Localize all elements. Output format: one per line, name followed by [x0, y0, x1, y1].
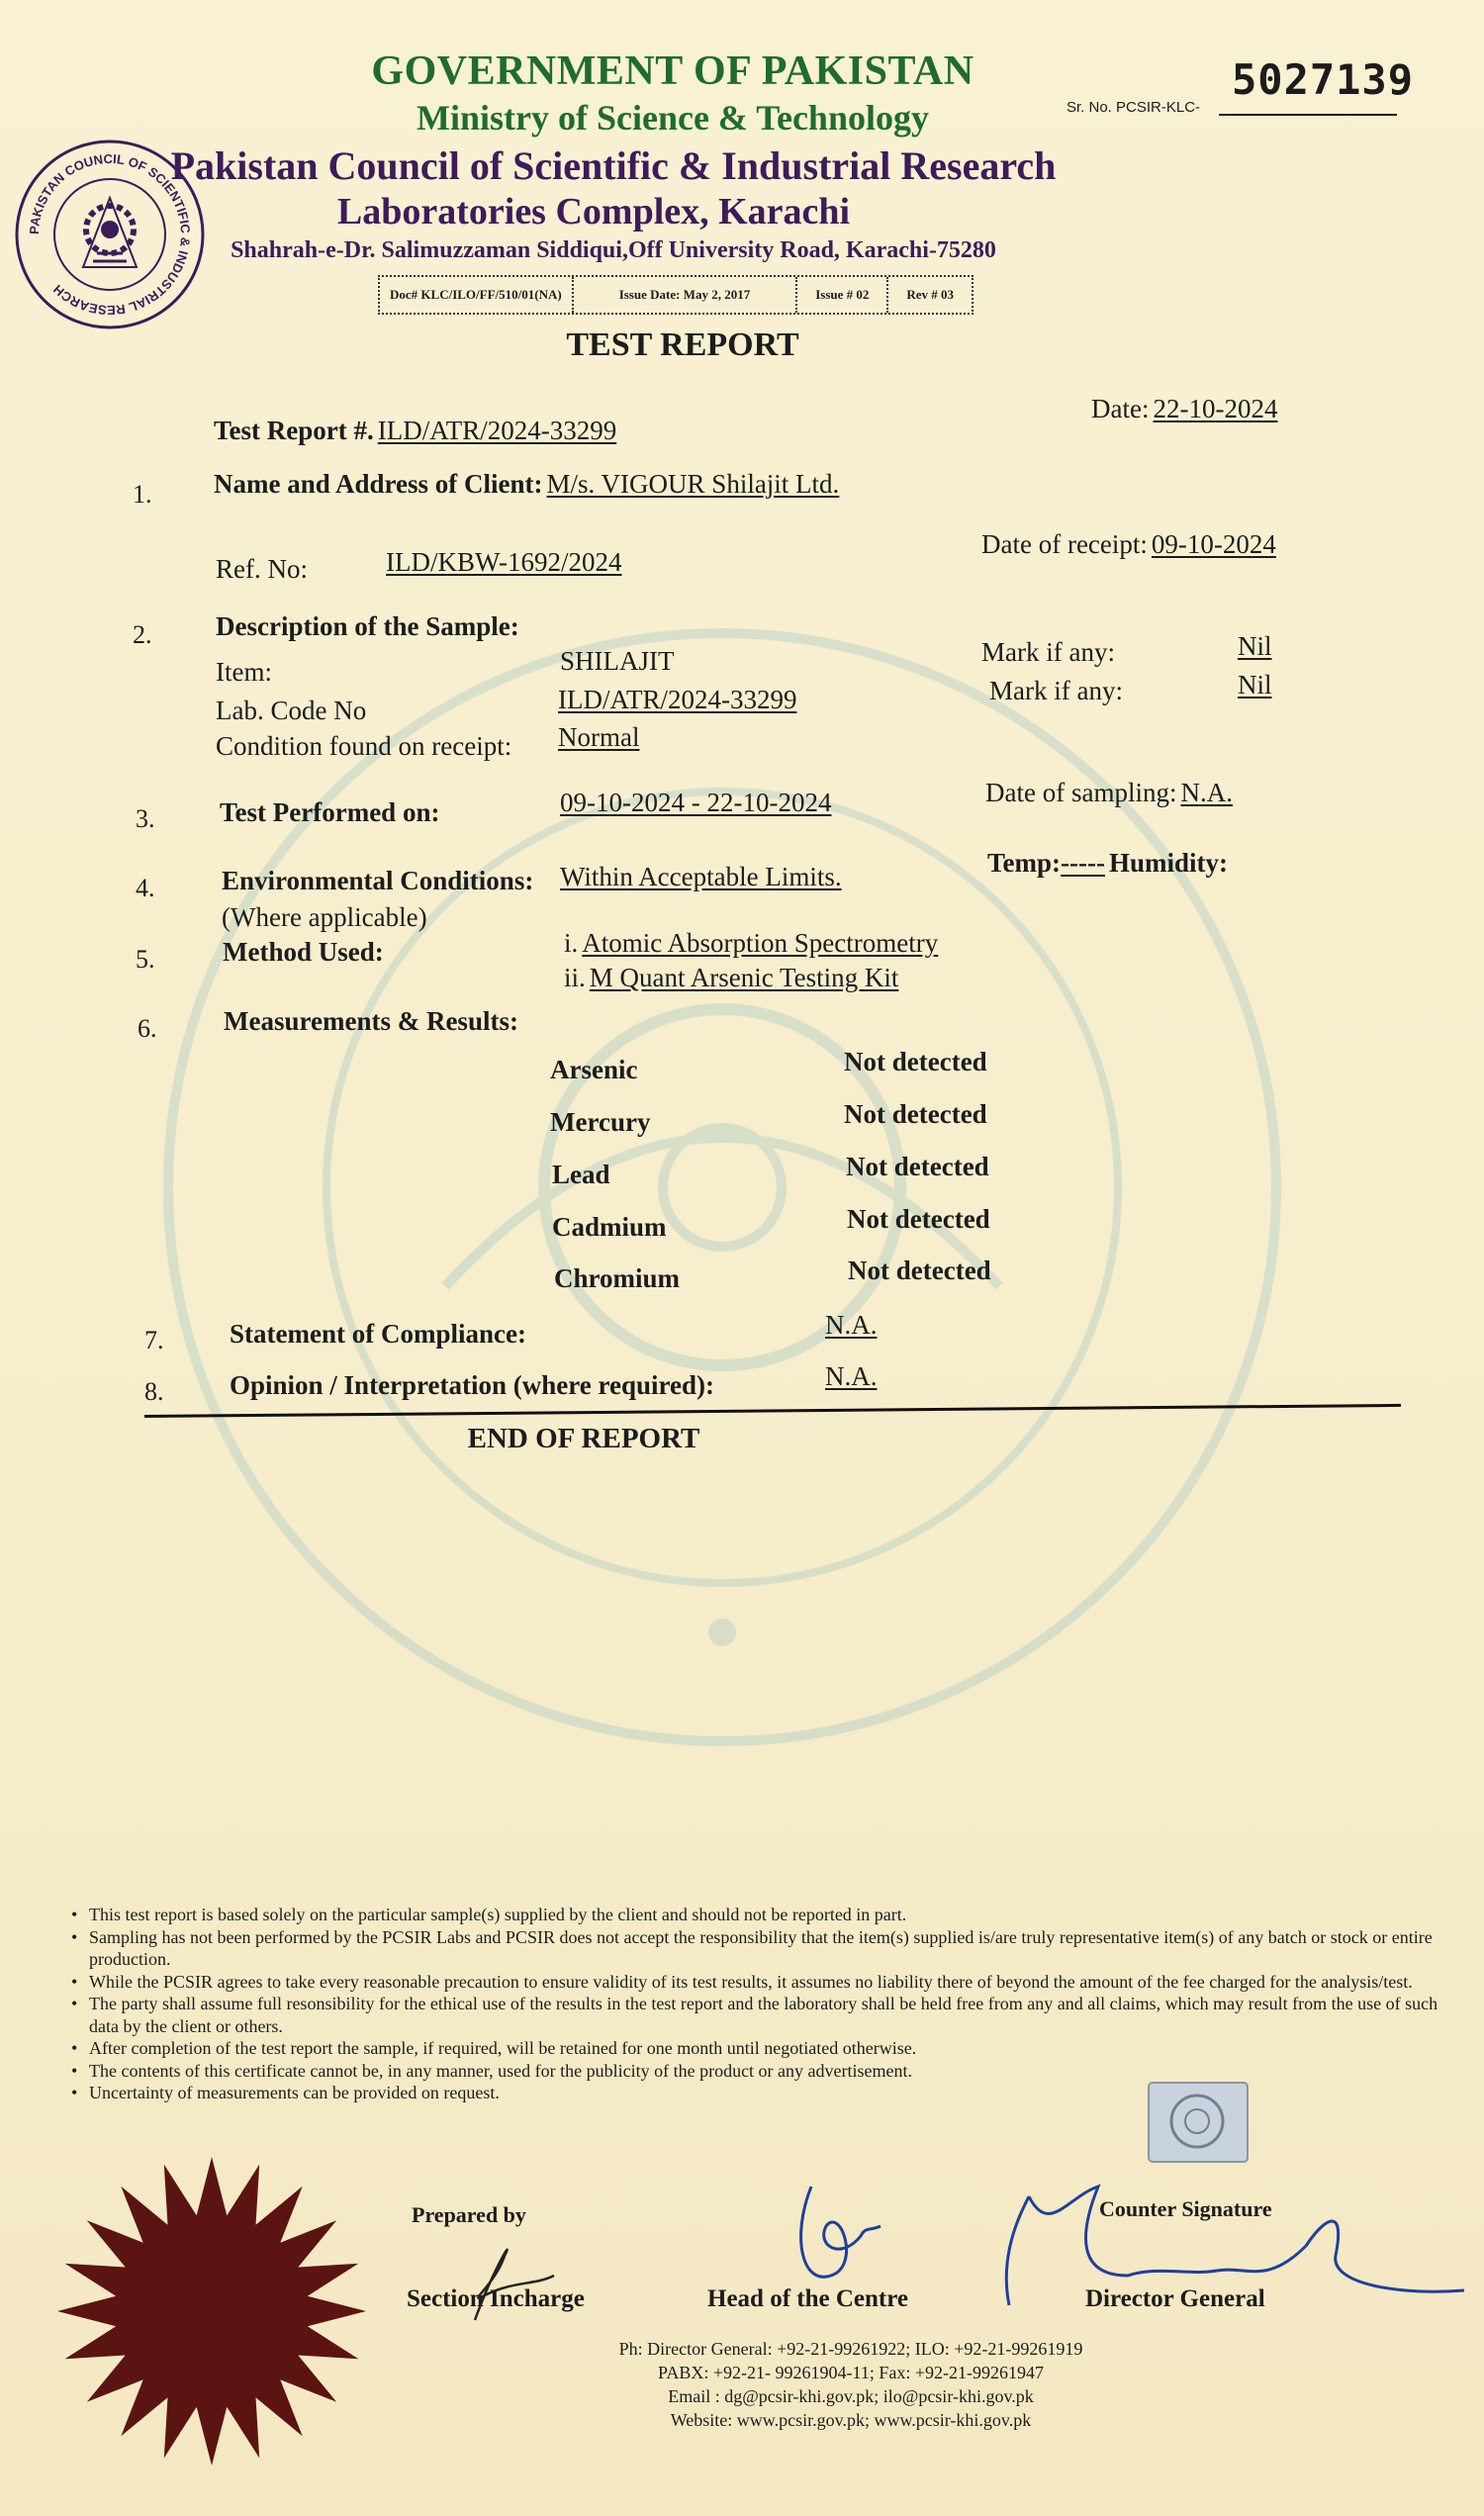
mark-value: Nil — [1238, 631, 1272, 661]
opinion-label: Opinion / Interpretation (where required): — [230, 1370, 714, 1400]
document-control-box — [378, 275, 974, 315]
method-1-value: Atomic Absorption Spectrometry — [582, 928, 939, 958]
sampling-label: Date of sampling: — [985, 778, 1177, 807]
temp-humidity-row — [987, 848, 1228, 879]
note-text: The party shall assume full resonsibility for the ethical use of the results in the test report and the laboratory shall be held free from any and all claims, which may result from the use of such data by the client or others. — [89, 1994, 1438, 2036]
receipt-date: 09-10-2024 — [1151, 529, 1276, 559]
note-item: • After completion of the test report the sample, if required, will be retained for one month until negotiated otherwise. — [71, 2038, 917, 2058]
note-item: • Sampling has not been performed by the PCSIR Labs and PCSIR does not accept the responsibility that the item(s) supplied is/are truly representative item(s) of any batch or stock or entire production. — [71, 1926, 1456, 1971]
result-value: Not detected — [844, 1099, 987, 1129]
compliance-label: Statement of Compliance: — [230, 1319, 526, 1349]
lab-name: Laboratories Complex, Karachi — [336, 191, 851, 233]
section-number: 5. — [136, 945, 155, 974]
result-value: Not detected — [848, 1256, 991, 1285]
test-performed-label: Test Performed on: — [220, 797, 440, 827]
report-number-label: Test Report #. — [214, 416, 374, 445]
receipt-label: Date of receipt: — [981, 529, 1148, 559]
client-name: M/s. VIGOUR Shilajit Ltd. — [546, 469, 840, 499]
doc-number: Doc# KLC/ILO/FF/510/01(NA) — [380, 277, 574, 313]
mark-label: Mark if any: — [989, 676, 1123, 705]
note-item: • The contents of this certificate cannot be, in any manner, used for the publicity of the product or any advertisement. — [71, 2060, 912, 2081]
result-value: Not detected — [846, 1152, 989, 1181]
seal-text: PAKISTAN COUNCIL OF SCIENTIFIC & INDUSTRIAL RESEARCH — [26, 150, 194, 319]
serial-underline — [1219, 114, 1397, 116]
ministry-title: Ministry of Science & Technology — [417, 98, 929, 138]
note-item: • Uncertainty of measurements can be provided on request. — [71, 2083, 500, 2102]
section-incharge-label: Section Incharge — [407, 2285, 585, 2312]
contact-email: Email : dg@pcsir-khi.gov.pk; ilo@pcsir-khi.gov.pk — [668, 2386, 1034, 2406]
method-2-prefix: ii. — [564, 963, 586, 992]
note-item: • While the PCSIR agrees to take every reasonable precaution to ensure validity of its test results, it assumes no liability there of beyond the amount of the fee charged for the analysis/test. — [71, 1971, 1413, 1992]
section-number: 3. — [136, 804, 155, 833]
prepared-by-label: Prepared by — [412, 2202, 526, 2227]
client-label: Name and Address of Client: — [214, 469, 543, 499]
council-name: Pakistan Council of Scientific & Industrial Research — [170, 143, 1057, 188]
report-date-row — [1091, 394, 1277, 424]
note-text: Uncertainty of measurements can be provided on request. — [89, 2083, 500, 2102]
hologram-sticker — [1148, 2082, 1249, 2163]
end-of-report: END OF REPORT — [467, 1423, 700, 1454]
report-number: ILD/ATR/2024-33299 — [377, 416, 617, 445]
contact-phone: Ph: Director General: +92-21-99261922; ILO: +92-21-99261919 — [618, 2339, 1083, 2359]
sample-description-label: Description of the Sample: — [216, 611, 519, 641]
head-of-centre-signature — [772, 2167, 910, 2315]
lab-address: Shahrah-e-Dr. Salimuzzaman Siddiqui,Off University Road, Karachi-75280 — [231, 237, 996, 263]
issue-date: Issue Date: May 2, 2017 — [574, 277, 798, 313]
temp-label: Temp: — [987, 848, 1062, 878]
environment-sublabel: (Where applicable) — [222, 902, 427, 932]
result-element: Arsenic — [550, 1055, 638, 1084]
result-element: Chromium — [554, 1263, 681, 1293]
head-of-centre-label: Head of the Centre — [707, 2285, 908, 2312]
gov-title: GOVERNMENT OF PAKISTAN — [371, 48, 974, 94]
report-date: 22-10-2024 — [1153, 394, 1278, 423]
ref-label: Ref. No: — [216, 554, 308, 584]
director-general-signature — [989, 2177, 1474, 2325]
sampling-row — [985, 778, 1233, 808]
serial-label: Sr. No. PCSIR-KLC- — [1067, 99, 1201, 116]
note-item: • This test report is based solely on the particular sample(s) supplied by the client and should not be reported in part. — [71, 1905, 907, 1924]
note-text: The contents of this certificate cannot be, in any manner, used for the publicity of the product or any advertisement. — [89, 2060, 912, 2081]
method-1-prefix: i. — [564, 928, 579, 958]
method-2-value: M Quant Arsenic Testing Kit — [589, 963, 899, 992]
section-number: 7. — [144, 1326, 164, 1354]
mark-label: Mark if any: — [981, 637, 1115, 667]
labcode-value: ILD/ATR/2024-33299 — [558, 685, 797, 714]
method-2 — [564, 963, 898, 993]
compliance-value: N.A. — [825, 1310, 878, 1340]
labcode-label: Lab. Code No — [216, 696, 367, 725]
ref-number: ILD/KBW-1692/2024 — [386, 547, 622, 577]
temp-value: ----- — [1061, 848, 1105, 878]
disclaimer-notes — [71, 1904, 1456, 2104]
test-performed-dates: 09-10-2024 - 22-10-2024 — [560, 788, 832, 817]
result-value: Not detected — [844, 1047, 987, 1076]
client-row — [214, 469, 839, 500]
condition-label: Condition found on receipt: — [216, 731, 512, 761]
humidity-label: Humidity: — [1108, 848, 1228, 878]
section-number: 6. — [138, 1014, 157, 1043]
receipt-row — [981, 529, 1276, 560]
method-label: Method Used: — [223, 937, 384, 967]
item-value: SHILAJIT — [560, 646, 675, 676]
result-element: Cadmium — [552, 1212, 667, 1242]
note-text: While the PCSIR agrees to take every reasonable precaution to ensure validity of its test results, it assumes no liability there of beyond the amount of the fee charged for the analysis/test. — [89, 1971, 1413, 1992]
method-1 — [564, 928, 938, 959]
note-text: After completion of the test report the sample, if required, will be retained for one month until negotiated otherwise. — [89, 2038, 917, 2058]
mark-value: Nil — [1238, 670, 1272, 699]
result-element: Lead — [552, 1160, 610, 1189]
revision-number: Rev # 03 — [906, 287, 955, 302]
section-number: 4. — [136, 874, 155, 902]
director-general-label: Director General — [1085, 2285, 1265, 2312]
issue-number: Issue # 02 — [797, 277, 888, 313]
counter-signature-label: Counter Signature — [1099, 2196, 1272, 2221]
contact-website: Website: www.pcsir.gov.pk; www.pcsir-khi.gov.pk — [670, 2410, 1032, 2430]
environment-value: Within Acceptable Limits. — [560, 862, 842, 891]
report-date-label: Date: — [1091, 394, 1150, 423]
result-value: Not detected — [847, 1204, 990, 1234]
condition-value: Normal — [558, 722, 640, 752]
sampling-date: N.A. — [1180, 778, 1233, 807]
note-text: This test report is based solely on the particular sample(s) supplied by the client and should not be reported in part. — [89, 1905, 907, 1924]
note-text: Sampling has not been performed by the PCSIR Labs and PCSIR does not accept the responsibility that the item(s) supplied is/are truly representative item(s) of any batch or stock or entire production. — [89, 1926, 1433, 1969]
report-number-row — [214, 416, 616, 446]
serial-number: 5027139 — [1232, 55, 1415, 104]
opinion-value: N.A. — [825, 1361, 878, 1391]
contact-block — [109, 2337, 1484, 2432]
section-incharge-signature — [435, 2226, 574, 2335]
result-element: Mercury — [550, 1107, 651, 1137]
contact-pabx: PABX: +92-21- 99261904-11; Fax: +92-21-99261947 — [658, 2363, 1044, 2382]
note-item: • The party shall assume full resonsibility for the ethical use of the results in the test report and the laboratory shall be held free from any and all claims, which may result from the use of such data by the client or others. — [71, 1993, 1456, 2037]
report-title: TEST REPORT — [566, 326, 799, 363]
section-number: 1. — [133, 480, 152, 509]
item-label: Item: — [216, 657, 272, 687]
environment-label: Environmental Conditions: — [222, 866, 534, 895]
section-number: 2. — [133, 620, 152, 649]
section-number: 8. — [144, 1377, 164, 1406]
results-label: Measurements & Results: — [224, 1006, 518, 1036]
